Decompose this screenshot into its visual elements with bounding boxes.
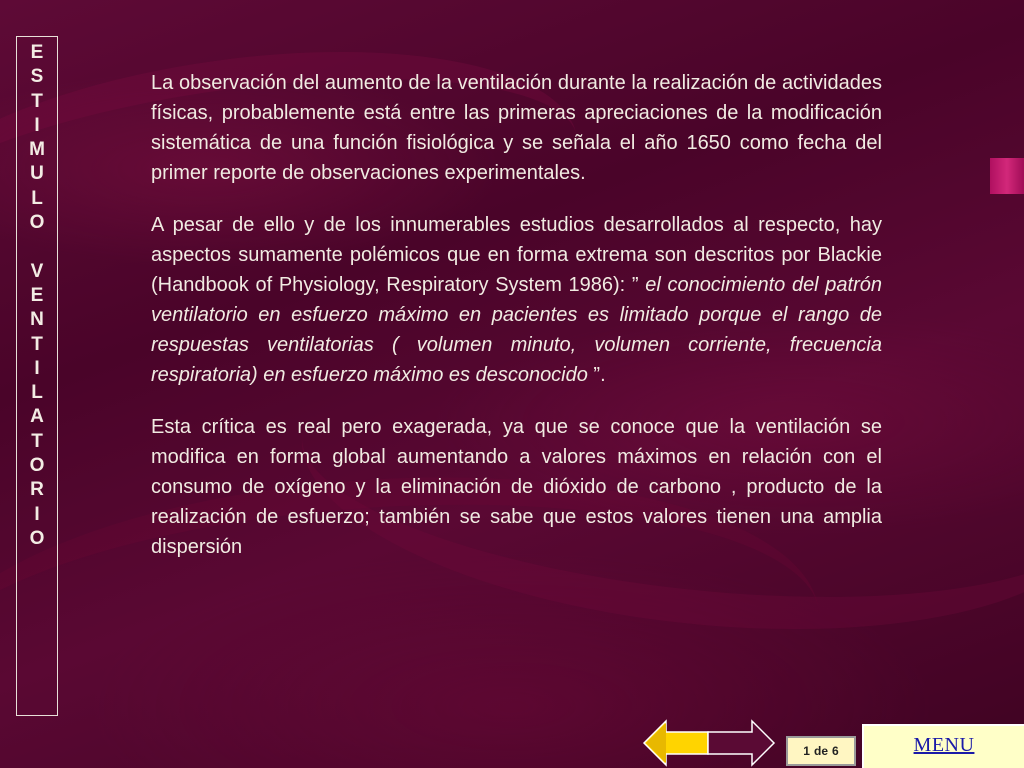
quote-end: ”.: [587, 364, 606, 386]
menu-link[interactable]: MENU: [913, 734, 975, 756]
title-letter: T: [31, 90, 43, 112]
page-counter: [786, 736, 856, 766]
title-letter: R: [30, 479, 44, 501]
title-letter: O: [29, 212, 45, 234]
paragraph-observation: La observación del aumento de la ventilación durante la realización de actividades físicas, probablemente está entre las primeras apreciaciones de la modificación sistemática de una función fisiológica y se señala el año 1650 como fecha del primer reporte de observaciones experimentales.: [151, 72, 882, 184]
title-letter: I: [34, 357, 40, 379]
title-letter: E: [30, 42, 44, 63]
title-letter: I: [34, 114, 40, 136]
paragraph-blackie-quote: [151, 210, 882, 390]
title-letter: T: [31, 333, 43, 355]
title-letter: O: [29, 527, 45, 549]
quote-italic: el conocimiento del patrón ventilatorio en esfuerzo máximo en pacientes es limitado porque el rango de respuestas ventilatorias ( volumen minuto, volumen corriente, frecuencia respiratoria) en esfuerzo máximo es desconocido: [151, 274, 882, 386]
previous-arrow-icon[interactable]: [644, 721, 708, 765]
navigation-arrows[interactable]: [640, 718, 778, 768]
vertical-title-box: [16, 36, 58, 716]
title-letter: E: [30, 284, 44, 306]
title-letter: M: [29, 139, 45, 161]
title-letter: I: [34, 503, 40, 525]
current-page: 1: [803, 744, 810, 758]
title-letter: L: [31, 187, 43, 209]
title-letter: S: [30, 66, 44, 88]
title-letter: U: [30, 163, 44, 185]
menu-button[interactable]: [862, 724, 1024, 768]
title-letter: V: [30, 260, 44, 282]
paragraph-critique: Esta crítica es real pero exagerada, ya que se conoce que la ventilación se modifica en forma global aumentando a valores máximos en relación con el consumo de oxígeno y la eliminación de dióxido de carbono , producto de la realización de esfuerzo; también se sabe que estos valores tienen una amplia dispersión: [151, 416, 882, 558]
title-letter: O: [29, 455, 45, 477]
page-separator: de: [813, 744, 828, 758]
quote-intro: A pesar de ello y de los innumerables estudios desarrollados al respecto, hay aspectos sumamente polémicos que en forma extrema son descritos por Blackie (Handbook of Physiology, Respiratory System 1986): ”: [151, 214, 882, 296]
total-pages: 6: [832, 744, 839, 758]
decorative-tab: [990, 158, 1024, 194]
slide-body-text: [151, 68, 882, 584]
title-letter: A: [30, 406, 44, 428]
title-letter: N: [30, 309, 44, 331]
title-letter: T: [31, 430, 43, 452]
title-letter: L: [31, 382, 43, 404]
next-arrow-icon[interactable]: [708, 721, 774, 765]
